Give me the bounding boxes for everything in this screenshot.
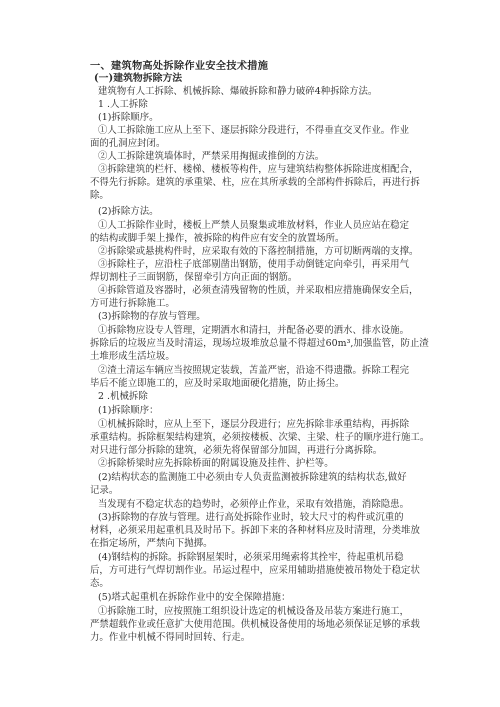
text-line: ②人工拆除建筑墙体时，严禁采用掏掘或推倒的方法。 — [98, 151, 325, 162]
text-line: 对只进行部分拆除的建筑，必须先将保留部分加固，再进行分离拆除。 — [90, 445, 383, 456]
text-line: 建筑物有人工拆除、机械拆除、爆破拆除和静力破碎4种拆除方法。 — [98, 86, 378, 97]
text-line: ①机械拆除时，应从上至下，逐层分段进行；应先拆除非承重结构，再拆除 — [98, 419, 410, 430]
text-line: 材料，必须采用起重机具及时吊下。拆卸下来的各种材料应及时清理，分类堆放 — [90, 525, 420, 536]
text-line: (3)拆除物的存放与管理。 — [98, 311, 206, 322]
text-line: 态。 — [90, 578, 109, 589]
text-line: 拆除后的垃圾应当及时清运，现场垃圾堆放总量不得超过60m³,加强监管，防止渣 — [90, 338, 429, 349]
text-line: 除。 — [90, 190, 109, 201]
text-line: 不得先行拆除。建筑的承重梁、柱，应在其所承载的全部构件拆除后，再进行拆 — [90, 177, 420, 188]
text-line: 记录。 — [90, 485, 119, 496]
text-line: ①人工拆除作业时，楼板上严禁人员聚集或堆放材料，作业人员应站在稳定 — [98, 220, 410, 231]
text-line: (5)塔式起重机在拆除作业中的安全保障措施： — [98, 592, 291, 603]
text-line: ③拆除柱子，应沿柱子底部剔凿出钢筋，使用手动倒链定向牵引，再采用气 — [98, 259, 410, 270]
text-line: ①人工拆除施工应从上至下、逐层拆除分段进行，不得垂直交叉作业。作业 — [98, 125, 410, 136]
document-title: 一、建筑物高处拆除作业安全技术措施 — [90, 60, 269, 72]
text-line: 毕后不能立即施工的，应及时采取地面硬化措施，防止扬尘。 — [90, 378, 345, 389]
text-line: 2 .机械拆除 — [98, 391, 148, 402]
text-line: (4)钢结构的拆除。拆除钢屋架时，必须采用绳索将其拴牢，待起重机吊稳 — [98, 552, 404, 563]
text-line: 承重结构。拆除框架结构建筑，必须按楼板、次梁、主梁、柱子的顺序进行施工。 — [90, 432, 430, 443]
text-line: ②拆除梁或悬挑构件时，应采取有效的下落控制措施，方可切断两端的支撑。 — [98, 246, 419, 257]
text-line: 土堆形成生活垃圾。 — [90, 351, 175, 362]
text-line: (2)结构状态的监测施工中必须由专人负责监测被拆除建筑的结构状态,做好 — [98, 472, 407, 483]
text-line: ②渣土清运车辆应当按照规定装载，苫盖严密，沿途不得遗撒。拆除工程完 — [98, 365, 410, 376]
text-line: 力。作业中机械不得同时回转、行走。 — [90, 632, 251, 643]
text-line: 在指定场所，严禁向下抛掷。 — [90, 538, 213, 549]
text-line: ④拆除管道及容器时，必须查清残留物的性质，并采取相应措施确保安全后， — [98, 285, 419, 296]
text-line: 面的孔洞应封闭。 — [90, 138, 166, 149]
text-line: ③拆除建筑的栏杆、楼梯、楼板等构件，应与建筑结构整体拆除进度相配合， — [98, 164, 419, 175]
text-line: 严禁超载作业或任意扩大使用范围。供机械设备使用的场地必须保证足够的承载 — [90, 619, 420, 630]
text-line: 后，方可进行气焊切割作业。吊运过程中，应采用辅助措施使被吊物处于稳定状 — [90, 565, 420, 576]
text-line: 的结构或脚手架上操作，被拆除的构件应有安全的放置场所。 — [90, 233, 345, 244]
text-line: (1)拆除顺序。 — [98, 112, 159, 123]
text-line: 焊切割柱子三面钢筋，保留牵引方向正面的钢筋。 — [90, 272, 298, 283]
text-line: ①拆除施工时，应按照施工组织设计选定的机械设备及吊装方案进行施工， — [98, 606, 410, 617]
text-line: (3)拆除物的存放与管理。进行高处拆除作业时，较大尺寸的构件或沉重的 — [98, 512, 404, 523]
text-line: ②拆除桥梁时应先拆除桥面的附属设施及挂件、护栏等。 — [98, 458, 334, 469]
text-line: (2)拆除方法。 — [98, 206, 159, 217]
text-line: 1 .人工拆除 — [98, 99, 148, 110]
text-line: 方可进行拆除施工。 — [90, 298, 175, 309]
text-line: ①拆除物应设专人管理，定期洒水和清扫，并配备必要的洒水、排水设施。 — [98, 325, 410, 336]
text-line: 当发现有不稳定状态的趋势时，必须停止作业，采取有效措施，消除隐患。 — [98, 499, 410, 510]
text-line: (1)拆除顺序： — [98, 405, 159, 416]
section-heading: (一)建筑物拆除方法 — [94, 73, 183, 84]
